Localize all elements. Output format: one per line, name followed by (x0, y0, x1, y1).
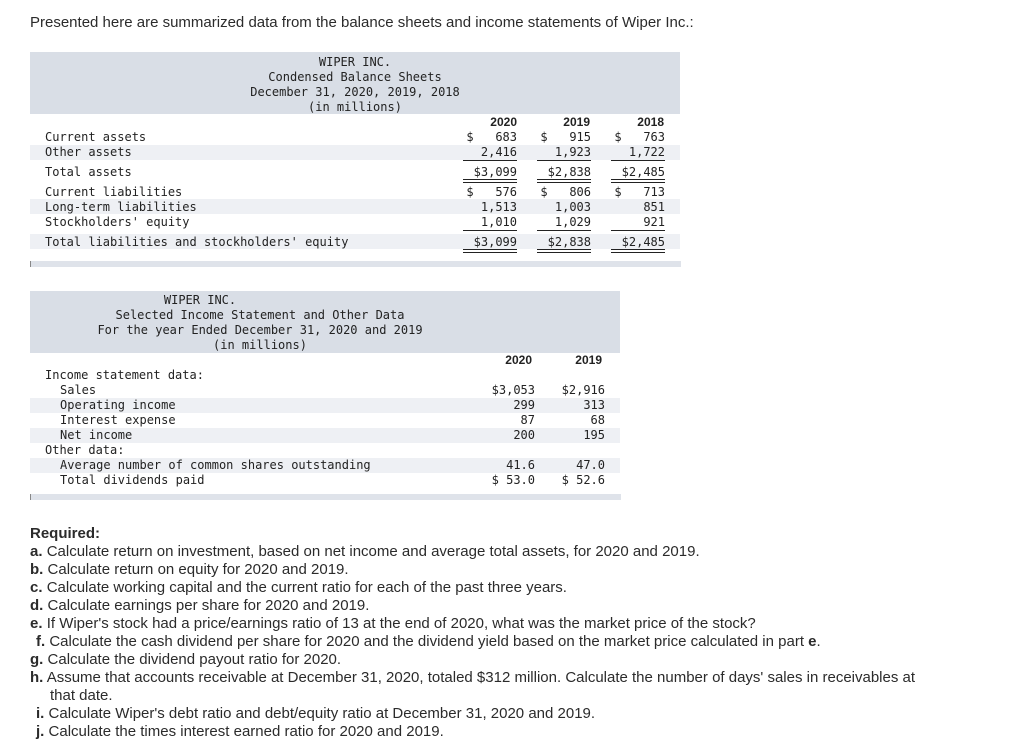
required-item-d (30, 597, 369, 615)
underline (611, 160, 665, 161)
is-value: 299 (513, 398, 535, 412)
bs-label: Other assets (45, 145, 132, 159)
is-section-other: Other data: (45, 443, 125, 457)
bs-year-2020: 2020 (490, 115, 517, 129)
is-title-2-text: Selected Income Statement and Other Data (115, 308, 405, 322)
item-text: If Wiper's stock had a price/earnings ratio of 13 at the end of 2020, what was the market price of the stock? (46, 615, 756, 632)
item-letter: c. (30, 579, 43, 596)
item-text: Calculate return on equity for 2020 and 2019. (47, 561, 349, 578)
bs-value: $2,485 (621, 235, 665, 249)
bs-value: 1,003 (554, 200, 591, 214)
required-item-f (36, 633, 821, 651)
bs-label: Current liabilities (45, 185, 183, 199)
item-text: Calculate the cash dividend per share for 2020 and the dividend yield based on the market price calculated in part (49, 633, 809, 650)
horizontal-scrollbar[interactable] (30, 261, 681, 267)
bs-year-2018: 2018 (637, 115, 664, 129)
bs-value: $3,099 (473, 235, 517, 249)
is-year-2019: 2019 (575, 353, 602, 367)
balance-sheet-title-3: December 31, 2020, 2019, 2018 (250, 85, 460, 99)
bs-value: 1,722 (628, 145, 665, 159)
required-item-b (30, 561, 349, 579)
is-label: Sales (60, 383, 97, 397)
required-item-i (36, 705, 595, 723)
is-label: Interest expense (60, 413, 176, 427)
bs-value: 1,923 (554, 145, 591, 159)
is-value: 87 (520, 413, 535, 427)
bs-label: Long-term liabilities (45, 200, 197, 214)
double-underline (611, 249, 665, 253)
bs-value: $2,838 (547, 165, 591, 179)
intro-text: Presented here are summarized data from the balance sheets and income statements of Wiper Inc.: (30, 14, 694, 31)
balance-sheet-title-2: Condensed Balance Sheets (268, 70, 442, 84)
double-underline (463, 249, 517, 253)
bs-value: $2,838 (547, 235, 591, 249)
balance-sheet-title-1: WIPER INC. (318, 55, 392, 69)
item-letter: g. (30, 651, 44, 668)
bs-value: $ 763 (614, 130, 665, 144)
bs-value: $2,485 (621, 165, 665, 179)
bs-value: $3,099 (473, 165, 517, 179)
item-text: Calculate the dividend payout ratio for 2020. (47, 651, 342, 668)
bs-label: Total liabilities and stockholders' equity (45, 235, 349, 249)
is-title-4-text: (in millions) (213, 338, 307, 352)
bs-year-2019: 2019 (563, 115, 590, 129)
is-title-3-text: For the year Ended December 31, 2020 and 2019 (97, 323, 423, 337)
is-value: 313 (583, 398, 605, 412)
bs-value: $ 713 (614, 185, 665, 199)
item-letter: e. (30, 615, 43, 632)
bs-value: 851 (643, 200, 665, 214)
is-value: 41.6 (506, 458, 535, 472)
bs-value: 1,029 (554, 215, 591, 229)
required-item-j (36, 723, 444, 741)
item-letter: d. (30, 597, 44, 614)
double-underline (537, 249, 591, 253)
is-label: Net income (60, 428, 133, 442)
is-value: $2,916 (561, 383, 605, 397)
is-value: 68 (590, 413, 605, 427)
bs-value: 1,010 (480, 215, 517, 229)
is-title-1-text: WIPER INC. (163, 293, 237, 307)
item-letter: b. (30, 561, 44, 578)
required-heading: Required: (30, 525, 101, 542)
bs-value: $ 915 (540, 130, 591, 144)
item-letter: a. (30, 543, 43, 560)
item-text: Calculate Wiper's debt ratio and debt/equity ratio at December 31, 2020 and 2019. (48, 705, 596, 722)
item-letter: j. (36, 723, 45, 740)
bs-label: Stockholders' equity (45, 215, 190, 229)
is-value: 47.0 (576, 458, 605, 472)
underline (611, 230, 665, 231)
required-item-e (30, 615, 756, 633)
item-letter: i. (36, 705, 45, 722)
is-label: Operating income (60, 398, 176, 412)
item-text: Calculate the times interest earned ratio for 2020 and 2019. (48, 723, 444, 740)
bs-value: 1,513 (480, 200, 517, 214)
item-text: Calculate working capital and the current ratio for each of the past three years. (46, 579, 567, 596)
required-item-a (30, 543, 700, 561)
is-label: Average number of common shares outstanding (60, 458, 371, 472)
required-item-c (30, 579, 567, 597)
underline (463, 230, 517, 231)
bs-value: 2,416 (480, 145, 517, 159)
is-value: $3,053 (491, 383, 535, 397)
underline (537, 160, 591, 161)
underline (463, 160, 517, 161)
item-text: Calculate earnings per share for 2020 and 2019. (47, 597, 370, 614)
double-underline (611, 179, 665, 183)
is-year-2020: 2020 (505, 353, 532, 367)
item-tail: . (816, 633, 821, 650)
bs-label: Total assets (45, 165, 132, 179)
item-letter: f. (36, 633, 46, 650)
item-text: Assume that accounts receivable at December 31, 2020, totaled $312 million. Calculate the number of days' sales in receivables at (46, 669, 916, 686)
is-value: $ 52.6 (561, 473, 605, 487)
is-value: 195 (583, 428, 605, 442)
underline (537, 230, 591, 231)
double-underline (463, 179, 517, 183)
bs-value: 921 (643, 215, 665, 229)
is-value: 200 (513, 428, 535, 442)
item-letter: h. (30, 669, 44, 686)
is-value: $ 53.0 (491, 473, 535, 487)
double-underline (537, 179, 591, 183)
is-section-income: Income statement data: (45, 368, 204, 382)
item-text: Calculate return on investment, based on net income and average total assets, for 2020 and 2019. (46, 543, 700, 560)
bs-value: $ 576 (466, 185, 517, 199)
required-item-h (30, 669, 915, 687)
is-label: Total dividends paid (60, 473, 205, 487)
horizontal-scrollbar[interactable] (30, 494, 621, 500)
bs-value: $ 806 (540, 185, 591, 199)
balance-sheet-title-4: (in millions) (308, 100, 402, 114)
item-bold-tail: e (808, 633, 817, 650)
bs-value: $ 683 (466, 130, 517, 144)
required-item-h-continuation: that date. (50, 687, 113, 704)
required-item-g (30, 651, 341, 669)
bs-label: Current assets (45, 130, 147, 144)
